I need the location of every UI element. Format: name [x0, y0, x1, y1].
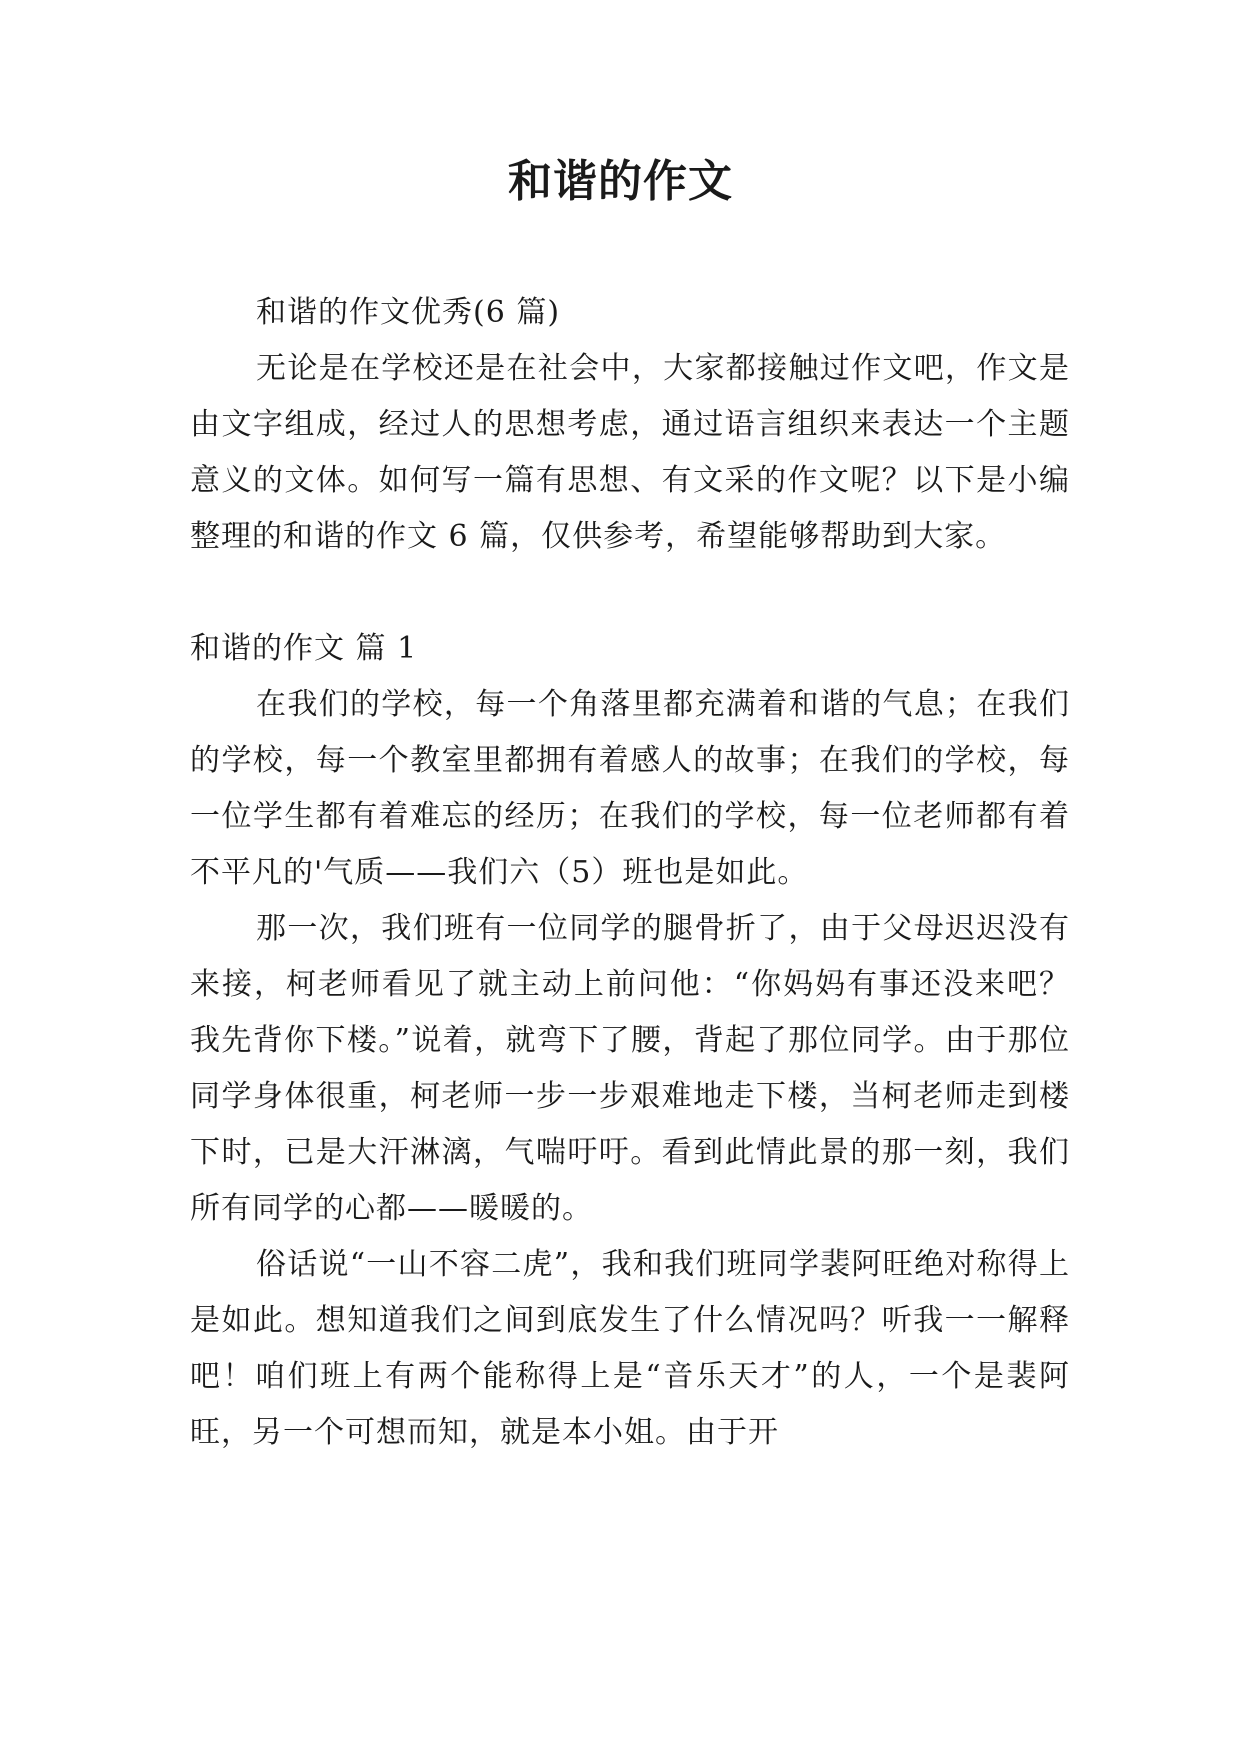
- section-heading: 和谐的作文 篇 1: [190, 631, 418, 666]
- body-paragraph: 在我们的学校，每一个角落里都充满着和谐的气息；在我们的学校，每一个教室里都拥有着感人的故事；在我们的学校，每一位学生都有着难忘的经历；在我们的学校，每一位老师都有着不平凡的'气质——我们六（5）班也是如此。: [190, 687, 1070, 890]
- document-title: 和谐的作文: [508, 156, 733, 207]
- body-paragraph: 那一次，我们班有一位同学的腿骨折了，由于父母迟迟没有来接，柯老师看见了就主动上前问他：“你妈妈有事还没来吧？我先背你下楼。”说着，就弯下了腰，背起了那位同学。由于那位同学身体很重，柯老师一步一步艰难地走下楼，当柯老师走到楼下时，已是大汗淋漓，气喘吁吁。看到此情此景的那一刻，我们所有同学的心都——暖暖的。: [190, 911, 1070, 1226]
- body-paragraph: 俗话说“一山不容二虎”，我和我们班同学裴阿旺绝对称得上是如此。想知道我们之间到底发生了什么情况吗？听我一一解释吧！咱们班上有两个能称得上是“音乐天才”的人，一个是裴阿旺，另一个可想而知，就是本小姐。由于开: [190, 1247, 1070, 1450]
- document-subtitle: 和谐的作文优秀(6 篇): [256, 295, 561, 330]
- intro-paragraph: 无论是在学校还是在社会中，大家都接触过作文吧，作文是由文字组成，经过人的思想考虑，通过语言组织来表达一个主题意义的文体。如何写一篇有思想、有文采的作文呢？以下是小编整理的和谐的作文 6 篇，仅供参考，希望能够帮助到大家。: [190, 351, 1070, 554]
- section-gap: [190, 565, 1070, 621]
- document-body: [190, 285, 1070, 1461]
